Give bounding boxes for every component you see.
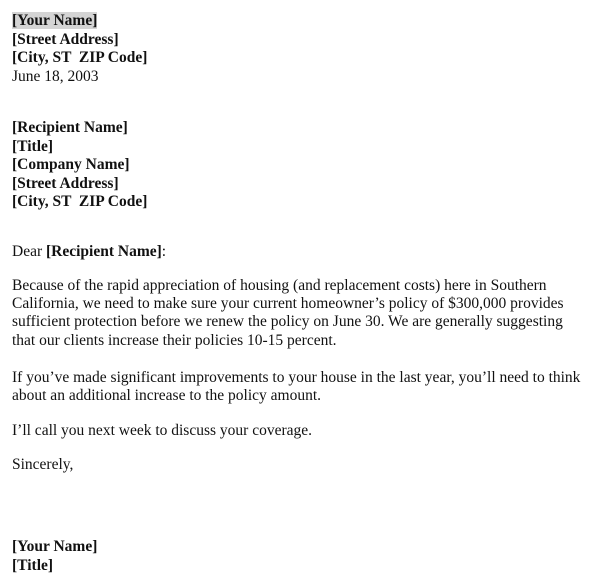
body-paragraph-3 — [12, 422, 587, 440]
salutation-name: [Recipient Name] — [46, 243, 162, 260]
recipient-company: [Company Name] — [12, 156, 130, 174]
salutation-suffix: : — [161, 243, 167, 260]
sender-street: [Street Address] — [12, 30, 119, 48]
body-text: Because of the rapid appreciation of housing (and replacement costs) here in Southern California, we need to make sure your current homeowner’s policy of $300,000 provides sufficient protection before we renew the policy on June 30. We are generally suggesting that our clients increase their policies 10-15 percent. — [12, 277, 564, 349]
body-text: If you’ve made significant improvements to your house in the last year, you’ll need to think about an additional increase to the policy amount. — [12, 369, 581, 405]
sender-name[interactable]: [Your Name] — [12, 12, 98, 29]
signature-title: [Title] — [12, 556, 54, 574]
recipient-title: [Title] — [12, 137, 54, 155]
recipient-name: [Recipient Name] — [12, 119, 128, 136]
sender-block — [12, 12, 147, 86]
signature-block — [12, 538, 97, 575]
recipient-street: [Street Address] — [12, 174, 119, 192]
recipient-block — [12, 119, 147, 212]
closing — [12, 456, 73, 475]
body-paragraph-1 — [12, 277, 587, 350]
recipient-city: [City, ST ZIP Code] — [12, 193, 148, 211]
letter-date: June 18, 2003 — [12, 67, 99, 85]
closing-text: Sincerely, — [12, 456, 74, 473]
salutation — [12, 243, 166, 262]
salutation-prefix: Dear — [12, 243, 46, 260]
sender-city: [City, ST ZIP Code] — [12, 49, 148, 67]
signature-name: [Your Name] — [12, 538, 98, 555]
body-paragraph-2 — [12, 369, 587, 405]
body-text: I’ll call you next week to discuss your coverage. — [12, 422, 313, 439]
